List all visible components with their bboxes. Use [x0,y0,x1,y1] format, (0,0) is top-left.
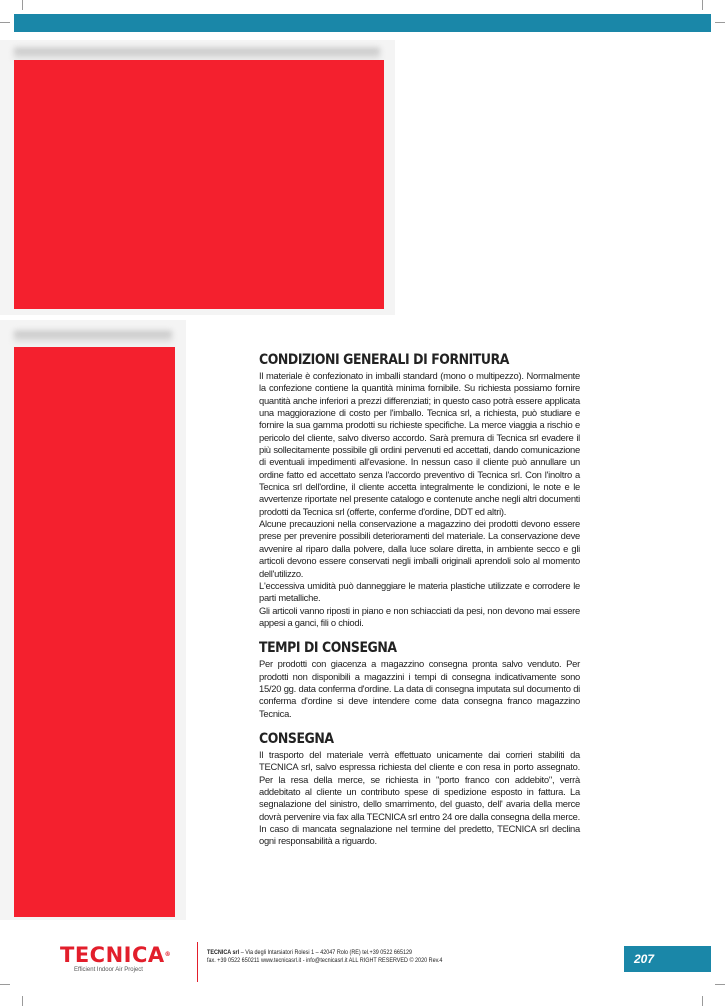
logo-text: TECNICA [60,943,165,967]
crop-mark [715,22,725,23]
main-content [259,351,580,858]
section-condizioni [259,351,580,629]
paragraph: Il materiale è confezionato in imballi standard (mono o multipezzo). Normalmente la confezione contiene la quantità minima fornibile. Su richiesta possiamo fornire quantità anche inferiori a prezzi differenziati; in questo caso potrà essere applicata una maggiorazione di costo per l'imballo. Tecnica srl, a richiesta, può studiare e fornire la sua gamma prodotti su richieste specifiche. La merce viaggia a rischio e pericolo del cliente, salvo diverso accordo. Sarà premura di Tecnica srl evadere il più sollecitamente possibile gli ordini pervenuti ed accettati, dando comunicazione di eventuali impedimenti all'evasione. In nessun caso il cliente può annullare un ordine fatto ed accettato senza l'accordo preventivo di Tecnica srl. Con l'inoltro a Tecnica srl dell'ordine, il cliente accetta integralmente le condizioni, le note e le avvertenze riportate nel presente catalogo e contenute anche negli altri documenti prodotti da Tecnica srl (offerte, conferme d'ordine, DDT ed altri). [259,370,580,517]
crop-mark [22,996,23,1006]
footer-divider [197,942,198,982]
logo-wordmark [60,944,188,966]
tecnica-logo [60,944,188,974]
section-title: TEMPI DI CONSEGNA [259,640,397,657]
footer-line-2: fax. +39 0522 650211 www.tecnicasrl.it - info@tecnicasrl.it ALL RIGHT RESERVED © 2020 Rev.4 [207,957,443,965]
section-title: CONDIZIONI GENERALI DI FORNITURA [259,352,510,368]
trademark-symbol: ® [164,951,172,958]
crop-mark [702,0,703,10]
page-number: 207 [634,952,655,966]
paragraph: Gli articoli vanno riposti in piano e non schiacciati da pesi, non devono mai essere appesi a ganci, fili o chiodi. [259,604,580,628]
crop-mark [702,996,703,1006]
paragraph: Per prodotti con giacenza a magazzino consegna pronta salvo venduto. Per prodotti non disponibili a magazzini i tempi di consegna indicativamente sono 15/20 gg. data conferma d'ordine. La data di consegna imputata sul documento di conferma d'ordine si deve intendere come data consegna franco magazzino Tecnica. [259,658,580,719]
footer-contact [207,949,559,966]
paragraph: Alcune precauzioni nella conservazione a magazzino dei prodotti devono essere prese per prevenire possibili deterioramenti del materiale. La conservazione deve avvenire al riparo dalla polvere, dalla luce solare diretta, in ambiente secco e gli articoli devono essere conservati negli imballi originali aprendoli solo al momento dell'utilizzo. [259,518,580,579]
section-title: CONSEGNA [259,730,334,747]
crop-mark [22,0,23,10]
image-placeholder-top [14,60,384,309]
crop-mark [0,984,10,985]
image-placeholder-bottom [14,347,175,917]
paragraph: L'eccessiva umidità può danneggiare le materia plastiche utilizzate e corrodere le parti metalliche. [259,579,580,604]
company-name: TECNICA srl [207,949,240,956]
section-tempi-consegna [259,639,580,720]
header-bar [14,14,711,32]
crop-mark [0,22,10,23]
company-address: – Via degli Intarsiatori Rolesi 1 – 42047 Rolo (RE) tel.+39 0522 665129 [239,949,413,956]
crop-mark [715,984,725,985]
logo-tagline: Efficient Indoor Air Project [74,967,143,973]
section-consegna [259,730,580,848]
paragraph: Il trasporto del materiale verrà effettuato unicamente dai corrieri stabiliti da TECNICA srl, salvo espressa richiesta del cliente e con resa in porto assegnato. Per la resa della merce, se richiesta in "porto franco con addebito", verrà addebitato al cliente un contributo spese di spedizione esposto in fattura. La segnalazione del sinistro, dello smarrimento, del guasto, dell' avaria della merce dovrà pervenire via fax alla TECNICA srl entro 24 ore dalla consegna della merce. In caso di mancata segnalazione nel termine del predetto, TECNICA srl declina ogni responsabilità a riguardo. [259,748,580,847]
footer-line-1 [207,949,559,957]
panel-shadow [14,331,172,345]
